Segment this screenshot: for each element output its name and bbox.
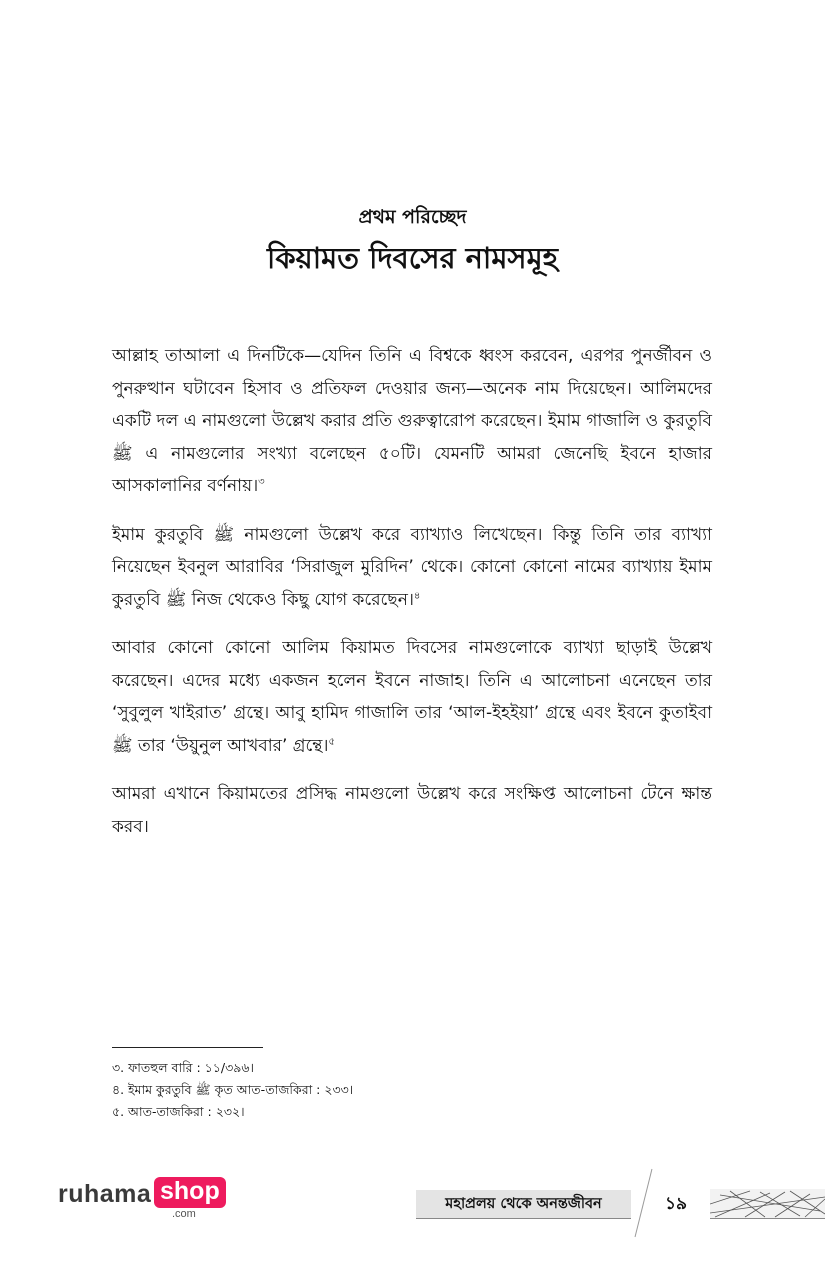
paragraph-1 <box>112 340 712 503</box>
footnote-4: ৪. ইমাম কুরতুবি ﷺ কৃত আত-তাজকিরা : ২৩৩। <box>112 1082 354 1097</box>
footnote-ref-5: ৫ <box>328 735 335 747</box>
chapter-label: প্রথম পরিচ্ছেদ <box>358 206 467 228</box>
footer-divider-slash <box>635 1169 653 1237</box>
body-text <box>112 340 712 859</box>
paragraph-1-text: আল্লাহ তাআলা এ দিনটিকে—যেদিন তিনি এ বিশ্বকে ধ্বংস করবেন, এরপর পুনর্জীবন ও পুনরুত্থান ঘটাবেন হিসাব ও প্রতিফল দেওয়ার জন্য—অনেক নাম দিয়েছেন। আলিমদের একটি দল এ নামগুলো উল্লেখ করার প্রতি গুরুত্বারোপ করেছেন। ইমাম গাজালি ও কুরতুবি ﷺ এ নামগুলোর সংখ্যা বলেছেন ৫০টি। যেমনটি আমরা জেনেছি ইবনে হাজার আসকালানির বর্ণনায়। <box>112 346 712 496</box>
logo-text-ruhama: ruhama <box>58 1180 152 1208</box>
paragraph-2-text: ইমাম কুরতুবি ﷺ নামগুলো উল্লেখ করে ব্যাখ্যাও লিখেছেন। কিন্তু তিনি তার ব্যাখ্যা নিয়েছেন ইবনুল আরাবির ‘সিরাজুল মুরিদিন’ থেকে। কোনো কোনো নামের ব্যাখ্যায় ইমাম কুরতুবি ﷺ নিজ থেকেও কিছু যোগ করেছেন। <box>112 524 712 610</box>
paragraph-2 <box>112 519 712 617</box>
logo-text-shop: shop <box>154 1177 226 1208</box>
page-number: ১৯ <box>664 1194 688 1214</box>
logo-text-domain: .com <box>172 1208 196 1220</box>
footer-line-pattern <box>710 1189 825 1219</box>
footnote-3: ৩. ফাতহুল বারি : ১১/৩৯৬। <box>112 1060 254 1075</box>
paragraph-3-text: আবার কোনো কোনো আলিম কিয়ামত দিবসের নামগুলোকে ব্যাখ্যা ছাড়াই উল্লেখ করেছেন। এদের মধ্যে একজন হলেন ইবনে নাজাহ। তিনি এ আলোচনা এনেছেন তার ‘সুবুলুল খাইরাত’ গ্রন্থে। আবু হামিদ গাজালি তার ‘আল-ইহইয়া’ গ্রন্থে এবং ইবনে কুতাইবা ﷺ তার ‘উয়ুনুল আখবার’ গ্রন্থে। <box>112 638 712 756</box>
chapter-title: কিয়ামত দিবসের নামসমূহ <box>267 241 558 275</box>
footnote-divider <box>112 1047 263 1048</box>
footnote-5: ৫. আত-তাজকিরা : ২৩২। <box>112 1104 245 1119</box>
paragraph-3 <box>112 632 712 762</box>
footnote-ref-4: ৪ <box>413 589 421 601</box>
paragraph-4-text: আমরা এখানে কিয়ামতের প্রসিদ্ধ নামগুলো উল্লেখ করে সংক্ষিপ্ত আলোচনা টেনে ক্ষান্ত করব। <box>112 784 712 837</box>
footnotes <box>112 1057 612 1123</box>
running-head: মহাপ্রলয় থেকে অনন্তজীবন <box>416 1190 631 1219</box>
paragraph-4 <box>112 778 712 843</box>
footnote-ref-3: ৩ <box>258 476 265 488</box>
